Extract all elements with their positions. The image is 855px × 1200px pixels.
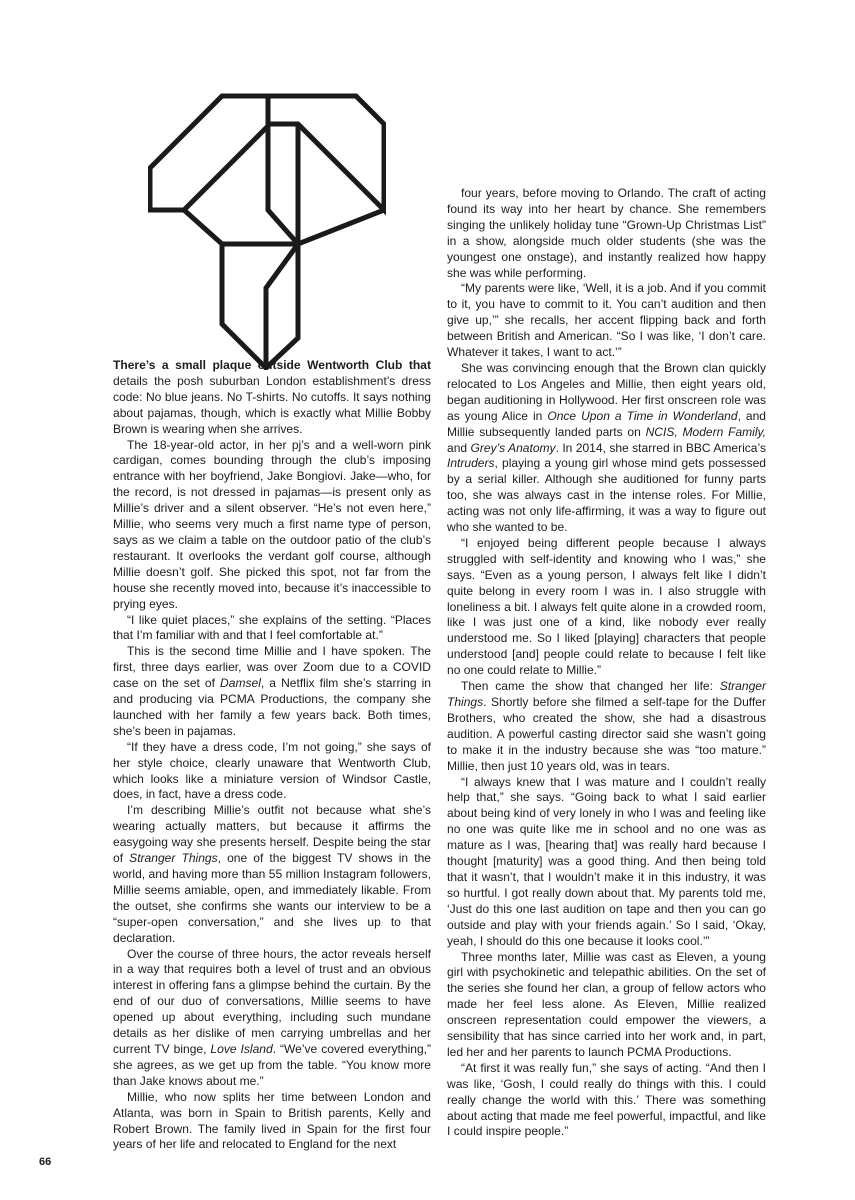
article-column-right [447, 186, 766, 1140]
article-paragraph [447, 536, 766, 679]
text-run: and [447, 440, 471, 455]
article-paragraph [113, 803, 431, 946]
italic-title: Stranger Things [129, 851, 218, 866]
article-paragraph [447, 950, 766, 1061]
italic-title: Intruders [447, 456, 495, 471]
article-paragraph [113, 947, 431, 1090]
text-run: Then came the show that changed her life: [461, 679, 720, 694]
italic-title: Once Upon a Time in Wonderland [547, 408, 738, 423]
italic-title: Love Island [210, 1041, 273, 1056]
text-run: , one of the biggest TV shows in the world, and having more than 55 million Instagram followers, Millie seems amiable, open, and immediately likable. From the outset, she confirms she wants our interview to be a “super-open conversation,” and she lives up to that declaration. [113, 851, 431, 945]
page-number: 66 [39, 1156, 52, 1168]
text-run: . Shortly before she filmed a self-tape for the Duffer Brothers, who created the show, she had a disastrous audition. A powerful casting director said she wasn’t going to make it in the industry because she was “too mature.” Millie, then just 10 years old, was in tears. [447, 695, 766, 773]
article-paragraph [113, 644, 431, 739]
article-paragraph [113, 438, 431, 613]
article-paragraph [447, 186, 766, 281]
italic-title: NCIS, Modern Family, [645, 424, 767, 439]
text-run: “I enjoyed being different people because I always struggled with self-identity and knowing who I was,” she says. “Even as a young person, I always felt like I didn’t quite belong in every room I was in. I also struggle with loneliness a bit. I always felt quite alone in a crowded room, like I was just one of a kind, like nobody ever really understood me. So I liked [playing] characters that people understood [and] people could relate to because I felt like no one could relate to Millie.” [447, 535, 766, 678]
article-paragraph [447, 281, 766, 361]
text-run: This is the second time Millie and I have spoken. The first, three days earlier, was over Zoom due to a COVID case on the set of [113, 644, 431, 691]
text-run: “I like quiet places,” she explains of the setting. “Places that I’m familiar with and that I feel comfortable at.” [113, 612, 431, 643]
text-run: details the posh suburban London establishment’s dress code: No blue jeans. No T-shirts. No cutoffs. It says nothing about pajamas, though, which is exactly what Millie Bobby Brown is wearing when she arrives. [113, 373, 431, 436]
text-run: I’m describing Millie’s outfit not because what she’s wearing actually matters, but because it affirms the easygoing way she presents herself. Despite being the star of [113, 803, 431, 866]
lead-in-text: There’s a small plaque outside Wentworth Club that [113, 358, 431, 372]
text-run: Millie, who now splits her time between London and Atlanta, was born in Spain to British parents, Kelly and Robert Brown. The family lived in Spain for the first four years of her life and relocated to England for the next [113, 1089, 431, 1152]
article-paragraph [113, 740, 431, 804]
text-run: The 18-year-old actor, in her pj’s and a well-worn pink cardigan, comes bounding through the club’s imposing entrance with her boyfriend, Jake Bongiovi. Jake—who, for the record, is not dressed in pajamas—is present only as Millie’s driver and a silent observer. “He’s not even here,” Millie, who seems very much a first name type of person, says as we claim a table on the outdoor patio of the club’s restaurant. It overlooks the verdant golf course, although Millie doesn’t golf. She picked this spot, not far from the house she recently moved into, because it’s inaccessible to prying eyes. [113, 437, 431, 611]
text-run: “If they have a dress code, I’m not going,” she says of her style choice, clearly unaware that Wentworth Club, which looks like a miniature version of Windsor Castle, does, in fact, have a dress code. [113, 739, 431, 802]
text-run: Over the course of three hours, the actor reveals herself in a way that requires both a level of trust and an obvious interest in offering fans a glimpse behind the curtain. By the end of our duo of conversations, Millie seems to have opened up about everything, including such mundane details as her dislike of men carrying umbrellas and her current TV binge, [113, 946, 431, 1056]
drop-cap-letter-t [148, 92, 386, 370]
italic-title: Damsel [220, 676, 261, 691]
text-run: . “We’ve covered everything,” she agrees, as we get up from the table. “You know more than Jake knows about me.” [113, 1041, 431, 1088]
article-column-left [113, 358, 431, 1153]
italic-title: Stranger Things [447, 679, 766, 709]
article-paragraph [447, 1061, 766, 1141]
article-paragraph [447, 361, 766, 536]
text-run: , a Netflix film she’s starring in and producing via PCMA Productions, the company she launched with her family a few years back. Both times, she’s been in pajamas. [113, 676, 431, 738]
text-run: , playing a young girl whose mind gets possessed by a serial killer. Although she auditioned for funny parts too, she was always cast in the intense roles. For Millie, acting was not only life-affirming, it was a way to figure out who she wanted to be. [447, 456, 766, 535]
text-run: “I always knew that I was mature and I couldn’t really help that,” she says. “Going back to what I said earlier about being kind of very lonely in who I was and feeling like no one was quite like me in school and no one was as mature as I was, [hearing that] was really hard because I thought [maturity] was a good thing. And then being told that it wasn’t, that I wouldn’t make it in this industry, it was so hurtful. I got really down about that. My parents told me, ‘Just do this one last audition on tape and then you can go outside and play with your friends again.’ So I said, ‘Okay, yeah, I should do this one because it looks cool.’” [447, 774, 766, 948]
article-paragraph [113, 613, 431, 645]
text-run: , and Millie subsequently landed parts on [447, 408, 766, 439]
text-run: She was convincing enough that the Brown clan quickly relocated to Los Angeles and Millie, then eight years old, began auditioning in Hollywood. Her first onscreen role was as young Alice in [447, 360, 766, 423]
article-paragraph [447, 775, 766, 950]
article-paragraph [113, 358, 431, 438]
article-paragraph [113, 1090, 431, 1154]
article-paragraph [447, 679, 766, 774]
text-run: “My parents were like, ‘Well, it is a job. And if you commit to it, you have to commit to it. You can’t audition and then give up,’” she recalls, her accent flipping back and forth between British and American. “So I was like, ‘I don’t care. Whatever it takes, I want to act.’” [447, 281, 766, 360]
text-run: four years, before moving to Orlando. The craft of acting found its way into her heart by chance. She remembers singing the unlikely holiday tune “Grown-Up Christmas List” in a show, alongside much older students (she was the youngest one onstage), and instantly realized how happy she was while performing. [447, 186, 766, 280]
italic-title: Grey’s Anatomy [470, 440, 556, 455]
text-run: . In 2014, she starred in BBC America’s [555, 440, 766, 455]
text-run: Three months later, Millie was cast as Eleven, a young girl with psychokinetic and telepathic abilities. On the set of the series she found her clan, a group of fellow actors who made her feel less alone. As Eleven, Millie realized onscreen representation could empower the viewers, a sensibility that has since carried into her work and, in part, led her and her parents to launch PCMA Productions. [447, 949, 766, 1059]
text-run: “At first it was really fun,” she says of acting. “And then I was like, ‘Gosh, I could really do things with this. I could really change the world with this.’ There was something about acting that made me feel powerful, impactful, and like I could inspire people.” [447, 1060, 766, 1139]
